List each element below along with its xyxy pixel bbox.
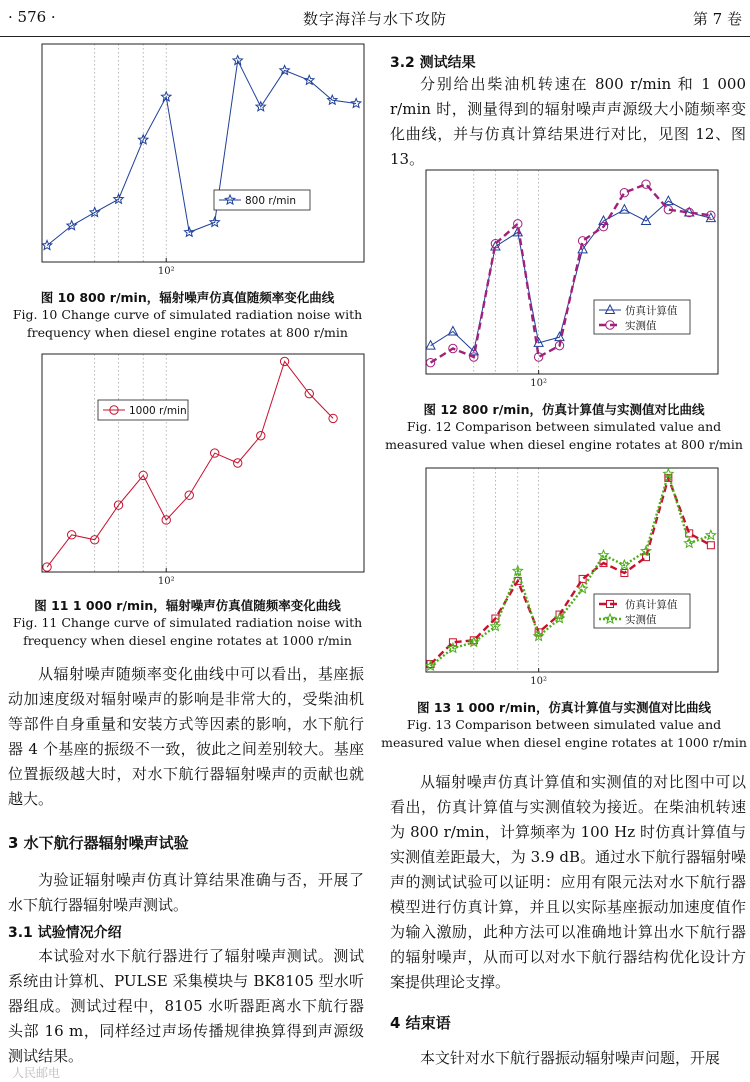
figure-10-caption-en-1: Fig. 10 Change curve of simulated radiation noise with bbox=[12, 307, 363, 322]
right-paragraph-2: 从辐射噪声仿真计算值和实测值的对比图中可以看出，仿真计算值与实测值较为接近。在柴油机转速为 800 r/min，计算频率为 100 Hz 时仿真计算值与实测值差距最大，为 3.9 dB。通过水下航行器辐射噪声的测试试验可以证明：应用有限元法对水下航行器模型进行仿真计算，并且以实际基座振动加速度值作为输入激励，此种方法可以准确地计算出水下航行器的辐射噪声，从而可以对水下航行器结构优化设计方案提供理论支撑。 bbox=[390, 773, 746, 991]
series-line-2 bbox=[431, 184, 711, 363]
data-point bbox=[599, 550, 609, 559]
x-tick-label: 10² bbox=[157, 576, 175, 587]
left-paragraph-2: 为验证辐射噪声仿真计算结果准确与否，开展了水下航行器辐射噪声测试。 bbox=[8, 871, 364, 914]
x-tick-label: 10² bbox=[530, 378, 548, 389]
right-paragraph-1: 分别给出柴油机转速在 800 r/min 和 1 000 r/min 时，测量得到的辐射噪声声源级大小随频率变化曲线，并与仿真计算结果进行对比，见图 12、图 13。 bbox=[390, 75, 746, 168]
figure-12-caption-en-1: Fig. 12 Comparison between simulated value and bbox=[406, 419, 722, 434]
section-3-2-heading: 3.2 测试结果 bbox=[390, 55, 476, 71]
page-number: · 576 · bbox=[8, 8, 56, 26]
figure-10-chart bbox=[40, 42, 366, 278]
journal-title: 数字海洋与水下攻防 bbox=[302, 10, 447, 28]
figure-12-caption-en-2: measured value when diesel engine rotates at 800 r/min bbox=[385, 437, 743, 452]
legend-label: 实测值 bbox=[625, 320, 657, 332]
data-point bbox=[706, 530, 716, 539]
left-paragraph-1: 从辐射噪声随频率变化曲线中可以看出，基座振动加速度级对辐射噪声的影响是非常大的，受柴油机等部件自身重量和安装方式等因素的影响，水下航行器 4 个基座的振级不一致，彼此之间差别较大。基座位置振级越大时，对水下航行器辐射噪声的贡献也就越大。 bbox=[8, 665, 364, 808]
section-4-heading: 4 结束语 bbox=[390, 1014, 451, 1032]
series-line-1 bbox=[47, 61, 356, 246]
figure-10-caption-en-2: frequency when diesel engine rotates at 800 r/min bbox=[27, 325, 348, 340]
figure-12-caption-cn: 图 12 800 r/min，仿真计算值与实测值对比曲线 bbox=[423, 402, 705, 417]
figure-11-caption-en-2: frequency when diesel engine rotates at 1000 r/min bbox=[23, 633, 352, 648]
legend-label: 实测值 bbox=[625, 614, 657, 626]
legend-label: 仿真计算值 bbox=[625, 305, 678, 317]
figure-13-chart bbox=[424, 466, 720, 688]
legend-label: 800 r/min bbox=[245, 195, 297, 207]
header-rule bbox=[0, 36, 750, 37]
data-point bbox=[43, 563, 51, 571]
left-paragraph-3: 本试验对水下航行器进行了辐射噪声测试。测试系统由计算机、PULSE 采集模块与 BK8105 型水听器组成。测试过程中，8105 水听器距离水下航行器头部 16 m，同样经过声场传播规律换算得到声源级测试结果。 bbox=[8, 947, 364, 1065]
right-paragraph-3: 本文针对水下航行器振动辐射噪声问题，开展 bbox=[420, 1049, 721, 1067]
legend-label: 仿真计算值 bbox=[625, 599, 678, 611]
plot-frame bbox=[42, 44, 364, 262]
data-point bbox=[426, 341, 435, 350]
figure-11-chart bbox=[40, 352, 366, 588]
figure-13-caption-en-1: Fig. 13 Comparison between simulated value and bbox=[406, 717, 722, 732]
figure-11-caption-en-1: Fig. 11 Change curve of simulated radiation noise with bbox=[12, 615, 363, 630]
figure-12-chart bbox=[424, 168, 720, 390]
watermark-text: 人民邮电 bbox=[12, 1066, 61, 1080]
figure-13-caption-cn: 图 13 1 000 r/min，仿真计算值与实测值对比曲线 bbox=[416, 700, 712, 715]
x-tick-label: 10² bbox=[530, 676, 548, 687]
data-point bbox=[426, 358, 434, 366]
data-point bbox=[642, 216, 651, 225]
figure-13-svg bbox=[424, 466, 720, 688]
figure-11-svg bbox=[40, 352, 366, 588]
series-line-1 bbox=[47, 361, 333, 567]
page-header bbox=[0, 0, 750, 36]
figure-10-caption-cn: 图 10 800 r/min，辐射噪声仿真值随频率变化曲线 bbox=[40, 290, 335, 305]
section-3-heading: 3 水下航行器辐射噪声试验 bbox=[8, 834, 189, 852]
plot-frame bbox=[426, 170, 718, 374]
figure-13-caption-en-2: measured value when diesel engine rotates at 1000 r/min bbox=[381, 735, 747, 750]
series-line-1 bbox=[431, 478, 711, 664]
figure-12-svg bbox=[424, 168, 720, 390]
data-point bbox=[707, 542, 714, 549]
section-3-1-heading: 3.1 试验情况介绍 bbox=[8, 925, 122, 941]
figure-10-svg bbox=[40, 42, 366, 278]
volume-label: 第 7 卷 bbox=[692, 10, 742, 28]
figure-11-caption-cn: 图 11 1 000 r/min，辐射噪声仿真值随频率变化曲线 bbox=[34, 598, 341, 613]
x-tick-label: 10² bbox=[157, 266, 175, 277]
legend-label: 1000 r/min bbox=[129, 405, 187, 417]
